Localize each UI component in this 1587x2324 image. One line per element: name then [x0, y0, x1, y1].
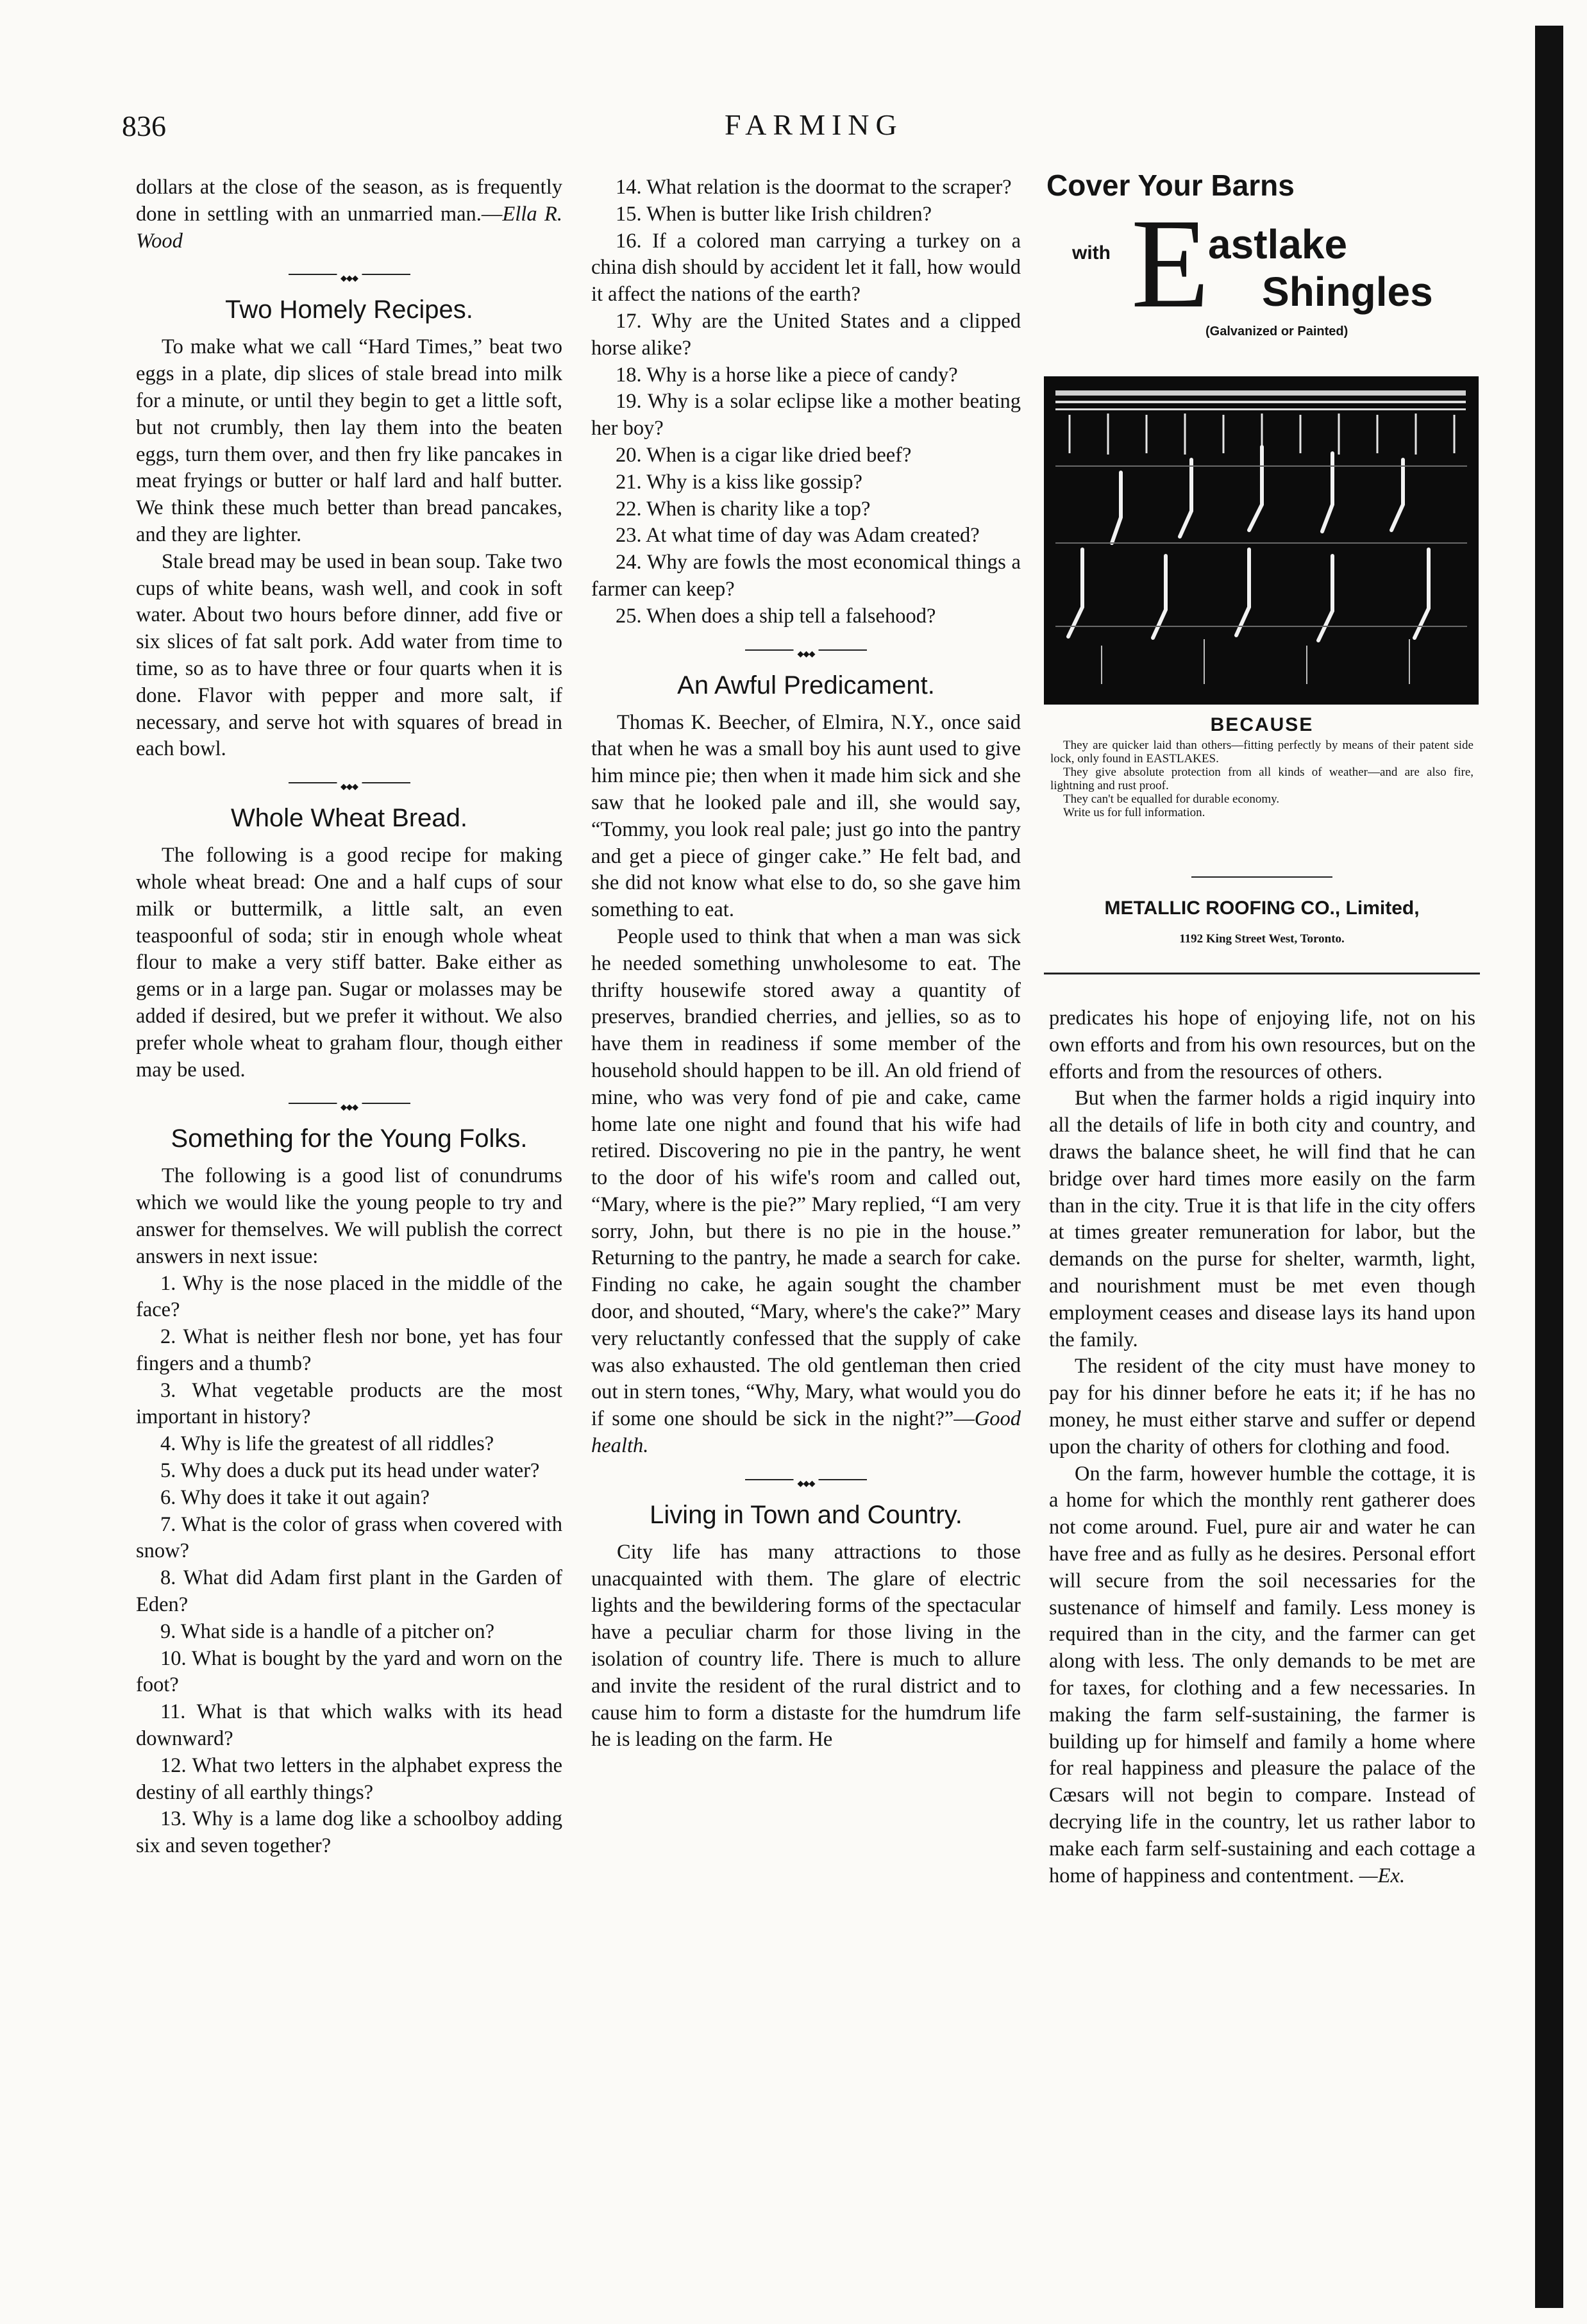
- awful-predicament-heading: An Awful Predicament.: [677, 671, 935, 699]
- ad-body-line: Write us for full information.: [1063, 806, 1205, 819]
- column-2: [591, 174, 1021, 1753]
- question: 13. Why is a lame dog like a schoolboy adding six and seven together?: [136, 1807, 562, 1858]
- brand-note: (Galvanized or Painted): [1205, 324, 1348, 339]
- question: 7. What is the color of grass when covered with snow?: [136, 1512, 562, 1563]
- ornament-divider: [745, 647, 867, 653]
- question: 20. When is a cigar like dried beef?: [616, 443, 912, 467]
- brand-product: Shingles: [1262, 269, 1433, 315]
- young-folks-paragraph: The following is a good list of conundrums which we would like the young people to try and answer for themselves. We will publish the correct answers in next issue:: [136, 1164, 562, 1268]
- bread-heading: Whole Wheat Bread.: [230, 804, 468, 833]
- living-attribution: —Ex.: [1359, 1864, 1406, 1887]
- question: 23. At what time of day was Adam created?: [616, 524, 980, 548]
- ornament-divider: [745, 1476, 867, 1483]
- question: 8. What did Adam first plant in the Garden of Eden?: [136, 1566, 562, 1617]
- ad-headline: Cover Your Barns: [1046, 169, 1295, 202]
- awful-paragraph-2: People used to think that when a man was sick he needed something unwholesome to eat. The thrifty housewife stored away a quantity of preserves, brandied cherries, and jellies, so as to have them in readiness if some member of the household should happen to be ill. An old friend of mine, who was very fond of pie and cake, came home late one night and found that his wife had retired. Discovering no pie in the pantry, he went to the door of his wife's room and called out, “Mary, where is the pie?” Mary replied, “I am very sorry, John, but there is no pie in the house.” Returning to the pantry, he made a search for cake. Finding no cake, he again sought the chamber door, and shouted, “Mary, where's the cake?” Mary very reluctantly confessed that the supply of cake was also exhausted. The old gentleman then cried out in stern tones, “Why, Mary, what would you do if some one should be sick in the night?”—Good health.: [591, 924, 1021, 1458]
- living-paragraph-1: City life has many attractions to those unacquainted with them. The glare of electric lights and the bewildering forms of the spectacular have a peculiar charm for those living in the isolation of country life. There is much to allure and invite the resident of the rural district and to cause him to form a distaste for the humdrum life he is leading on the farm. He: [591, 1540, 1021, 1751]
- ornament-divider: [289, 271, 410, 278]
- ad-bottom-rule: [1044, 973, 1480, 974]
- living-paragraph-4: The resident of the city must have money to pay for his dinner before he eats it; if he has no money, he must either starve and suffer or depend upon the charity of others for clothing and food.: [1049, 1355, 1475, 1459]
- brand-with: with: [1072, 242, 1111, 263]
- running-title: FARMING: [725, 108, 903, 141]
- shingled-roof-illustration: [1044, 376, 1479, 705]
- ad-body: [1050, 739, 1474, 819]
- intro-attribution: Ella R. Wood: [136, 202, 563, 253]
- binding-edge: [1535, 26, 1563, 2308]
- recipes-paragraph-2: Stale bread may be used in bean soup. Take two cups of white beans, wash well, and cook in soft water. About two hours before dinner, add five or six slices of fat salt pork. Add water from time to time, so as to have three or four quarts when it is done. Flavor with pepper and more salt, if necessary, and serve hot with squares of bread in each bowl.: [136, 549, 562, 761]
- question: 24. Why are fowls the most economical things a farmer can keep?: [591, 551, 1021, 601]
- young-folks-heading: Something for the Young Folks.: [171, 1124, 528, 1153]
- question: 11. What is that which walks with its head downward?: [136, 1700, 562, 1751]
- ad-address: 1192 King Street West, Toronto.: [1179, 932, 1345, 946]
- ad-body-line: They give absolute protection from all kinds of weather—and are also fire, lightning and rust proof.: [1050, 765, 1474, 792]
- living-paragraph-5: On the farm, however humble the cottage, it is a home for which the monthly rent gatherer does not come around. Fuel, pure air and water he can have free and as fully as he desires. Personal effort will secure from the soil necessaries for the sustenance of himself and family. Less money is required than in the city, and the farmer can get along with less. The only demands to be met are for taxes, for clothing and a few necessaries. In making the farm self-sustaining, the farmer is building up for himself and family a home where for real happiness and pleasure the palace of the Cæsars will not begin to compare. Instead of decrying life in the country, let us rather labor to make each farm self-sustaining and each cottage a home of happiness and contentment. —Ex.: [1049, 1462, 1475, 1887]
- question: 4. Why is life the greatest of all riddles?: [160, 1432, 494, 1456]
- question: 9. What side is a handle of a pitcher on?: [160, 1619, 495, 1643]
- question: 14. What relation is the doormat to the scraper?: [616, 176, 1012, 199]
- question: 1. Why is the nose placed in the middle of the face?: [136, 1271, 562, 1322]
- living-heading: Living in Town and Country.: [650, 1500, 962, 1529]
- question: 12. What two letters in the alphabet express the destiny of all earthly things?: [136, 1753, 562, 1804]
- question: 19. Why is a solar eclipse like a mother beating her boy?: [591, 390, 1021, 440]
- ad-body-line: They can't be equalled for durable economy.: [1063, 792, 1280, 806]
- question: 17. Why are the United States and a clipped horse alike?: [591, 309, 1021, 360]
- ornament-divider: [289, 780, 410, 786]
- page-number: 836: [122, 110, 166, 142]
- question: 15. When is butter like Irish children?: [616, 202, 932, 226]
- ad-because: BECAUSE: [1210, 714, 1314, 735]
- question: 5. Why does a duck put its head under water?: [160, 1459, 540, 1483]
- column-1: [136, 174, 562, 1860]
- awful-paragraph-1: Thomas K. Beecher, of Elmira, N.Y., once said that when he was a small boy his aunt used to give him mince pie; then when it made him sick and she saw that he looked pale and ill, she would say, “Tommy, you look real pale; just go into the pantry and get a piece of ginger cake.” He felt bad, and she did not know what else to do, so she gave him something to eat.: [591, 710, 1021, 922]
- living-paragraph-3: But when the farmer holds a rigid inquiry into all the details of life in both city and country, and draws the balance sheet, he will find that he can bridge over hard times more easily on the farm than in the city. True it is that life in the city offers at times greater remuneration for labor, but the demands on the purse for shelter, warmth, light, and nourishment must be met even though employment ceases and disease lays its hand upon the family.: [1049, 1087, 1475, 1351]
- ad-company: METALLIC ROOFING CO., Limited,: [1104, 898, 1420, 919]
- question: 18. Why is a horse like a piece of candy?: [616, 363, 958, 387]
- brand-initial: E: [1131, 193, 1210, 335]
- question: 21. Why is a kiss like gossip?: [616, 470, 862, 494]
- question: 3. What vegetable products are the most important in history?: [136, 1378, 562, 1429]
- question: 22. When is charity like a top?: [616, 497, 871, 521]
- bread-paragraph: The following is a good recipe for making whole wheat bread: One and a half cups of sour milk or buttermilk, a little salt, an even teaspoonful of soda; stir in enough whole wheat flour to make a very stiff batter. Bake either as gems or in a large pan. Sugar or molasses may be added if desired, but we prefer it without. We also prefer whole wheat to graham flour, though either may be used.: [136, 844, 562, 1082]
- question: 25. When does a ship tell a falsehood?: [616, 604, 936, 628]
- column-3: [1049, 1005, 1475, 1889]
- brand-name: astlake: [1208, 221, 1348, 267]
- question: 10. What is bought by the yard and worn on the foot?: [136, 1646, 562, 1697]
- eastlake-advertisement: [1044, 168, 1480, 946]
- ad-divider: [1191, 876, 1332, 878]
- intro-paragraph: dollars at the close of the season, as is frequently done in settling with an unmarried man.—Ella R. Wood: [136, 176, 563, 253]
- ornament-divider: [289, 1100, 410, 1107]
- recipes-heading: Two Homely Recipes.: [225, 296, 473, 324]
- living-paragraph-2: predicates his hope of enjoying life, not on his own efforts and from his own resources, but on the efforts and from the resources of others.: [1049, 1007, 1475, 1083]
- question: 16. If a colored man carrying a turkey on a china dish should by accident let it fall, how would it affect the nations of the earth?: [591, 229, 1021, 306]
- question: 2. What is neither flesh nor bone, yet has four fingers and a thumb?: [136, 1325, 562, 1375]
- question: 6. Why does it take it out again?: [160, 1485, 430, 1509]
- ad-body-line: They are quicker laid than others—fitting perfectly by means of their patent side lock, only found in EASTLAKES.: [1050, 739, 1474, 765]
- awful-attribution: Good health.: [591, 1407, 1021, 1458]
- recipes-paragraph-1: To make what we call “Hard Times,” beat two eggs in a plate, dip slices of stale bread into milk for a minute, or until they begin to get a little soft, but not crumbly, then lay them into the beaten eggs, turn them over, and then fry like pancakes in meat fryings or butter or half lard and half butter. We think these much better than bread pancakes, and they are lighter.: [136, 335, 562, 546]
- brand-logo: [1044, 193, 1480, 339]
